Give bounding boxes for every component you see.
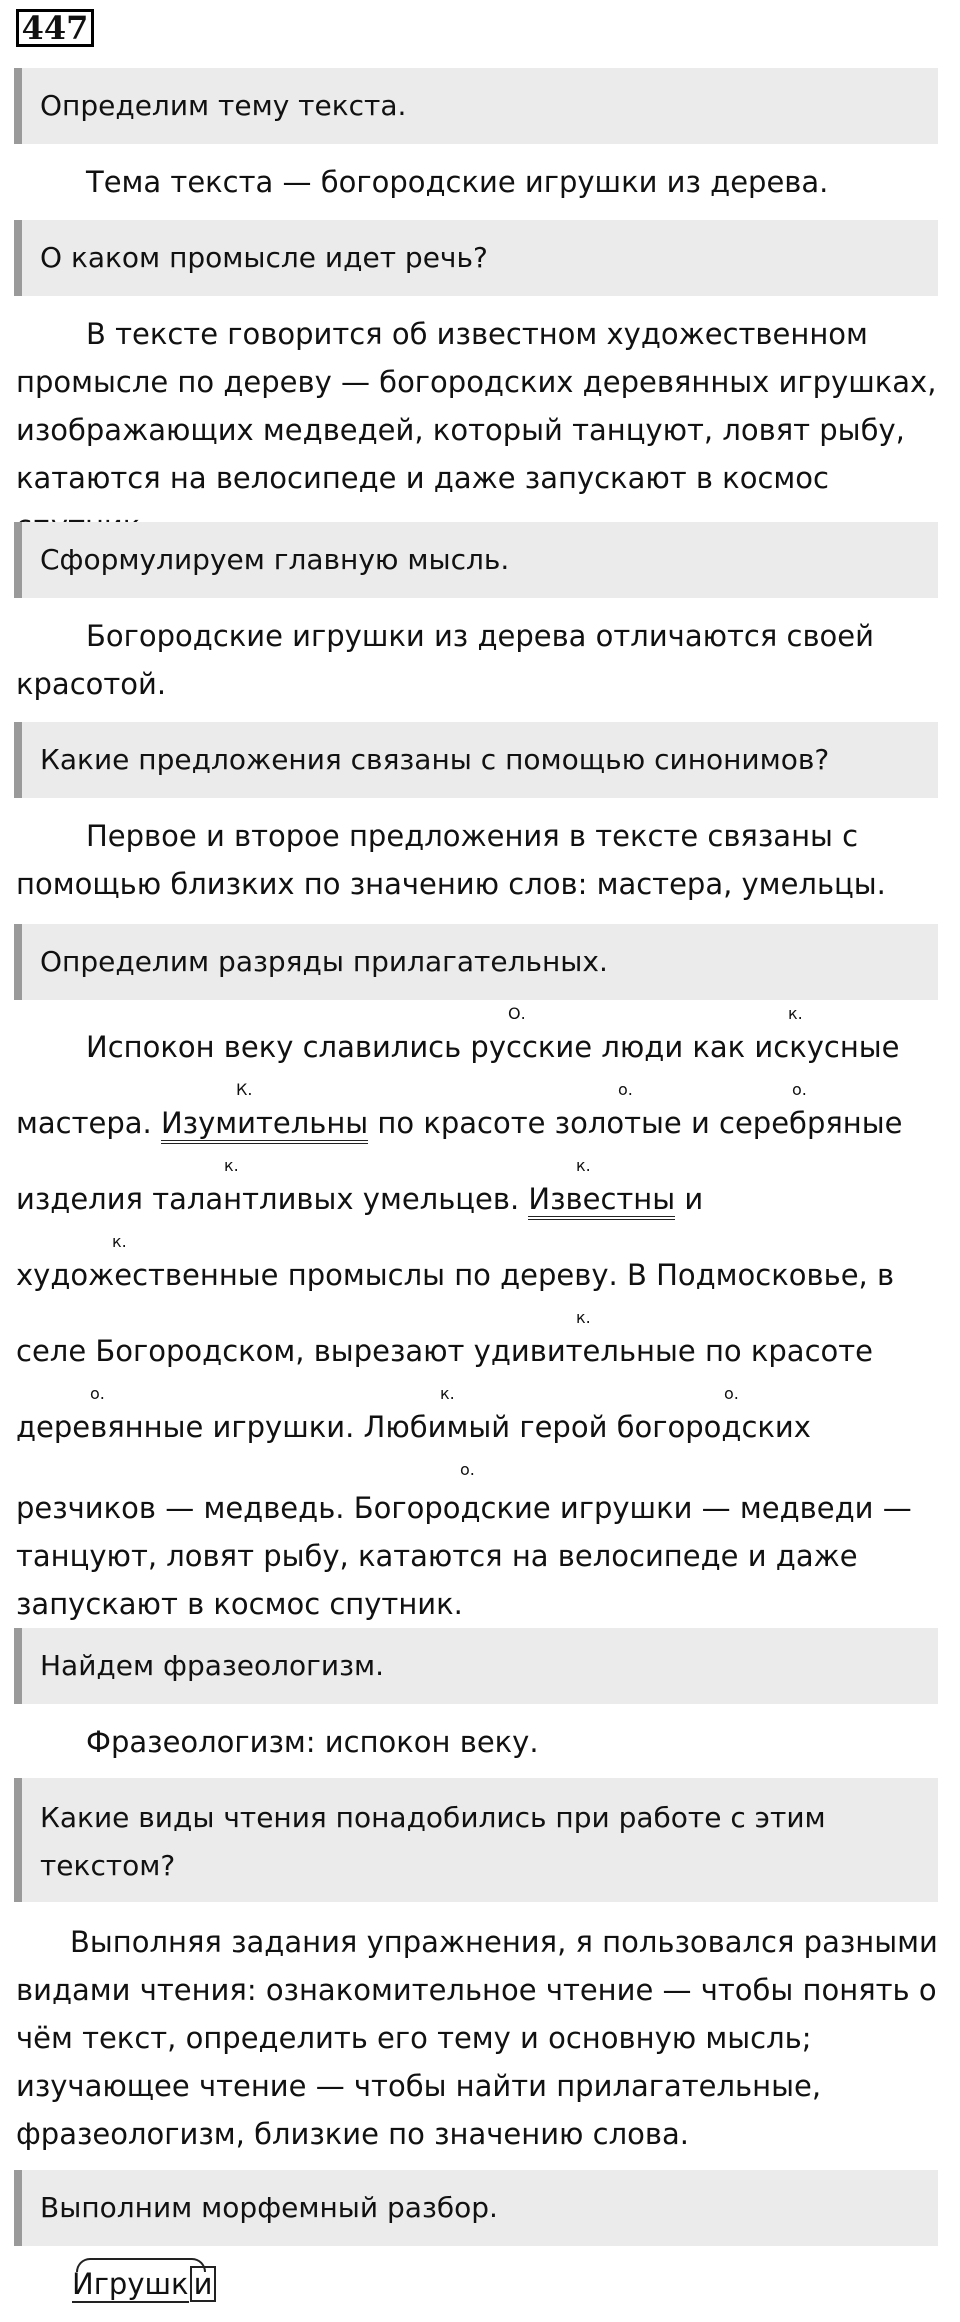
adjective-mark: к. [440,1384,455,1403]
adjective-mark: к. [576,1156,591,1175]
adjective-mark: к. [224,1156,239,1175]
morpheme-word [72,2264,216,2304]
adjective-mark: о. [792,1080,807,1099]
question-craft [14,220,938,296]
predicate-underline: Изумительны [161,1106,368,1144]
adjective-mark: к. [112,1232,127,1251]
adjective-mark: О. [508,1004,526,1023]
question-text: О каком промысле идет речь? [40,241,488,274]
exercise-number: 447 [16,9,94,47]
text-line: селе Богородском, вырезают удивительные по красоте [16,1334,873,1368]
question-text: Определим разряды прилагательных. [40,945,608,978]
question-text: Какие виды чтения понадобились при работе с этим текстом? [40,1801,826,1882]
answer-synonyms: Первое и второе предложения в тексте связаны с помощью близких по значению слов: мастера, умельцы. [16,819,886,901]
text-line: Испокон веку славились русские люди как искусные [86,1030,900,1064]
answer-main-idea: Богородские игрушки из дерева отличаются своей красотой. [16,619,874,701]
word-stem: Игрушк [72,2267,189,2301]
adjective-mark: к. [788,1004,803,1023]
adjective-mark: К. [236,1080,253,1099]
question-adjectives [14,924,938,1000]
text-line: деревянные игрушки. Любимый герой богородских [16,1410,811,1444]
question-text: Сформулируем главную мысль. [40,543,510,576]
answer-reading: Выполняя задания упражнения, я пользовался разными видами чтения: ознакомительное чтение — чтобы понять о чём текст, определить его тему и основную мысль; изучающее чтение — чтобы найти прилагательные, фразеологизм, близкие по значению слова. [16,1925,938,2151]
adjective-mark: к. [576,1308,591,1327]
root-arc [76,2258,206,2272]
adjective-mark: о. [460,1460,475,1479]
question-text: Какие предложения связаны с помощью синонимов? [40,743,830,776]
adjective-mark: о. [618,1080,633,1099]
question-reading [14,1778,938,1902]
question-text: Выполним морфемный разбор. [40,2191,498,2224]
question-synonyms [14,722,938,798]
text-line: мастера. Изумительны по красоте золотые и серебряные [16,1106,903,1140]
question-idiom [14,1628,938,1704]
question-topic [14,68,938,144]
text-line: изделия талантливых умельцев. Известны и [16,1182,703,1216]
question-text: Определим тему текста. [40,89,407,122]
answer-idiom: Фразеологизм: испокон веку. [86,1725,539,1759]
question-main-idea [14,522,938,598]
answer-craft: В тексте говорится об известном художественном промысле по дереву — богородских деревянных игрушках, изображающих медведей, который танцуют, ловят рыбу, катаются на велосипеде и даже запускают в космос [16,317,937,495]
adjective-mark: о. [724,1384,739,1403]
predicate-underline: Известны [528,1182,675,1220]
word-ending: и [190,2266,217,2302]
morpheme-analysis [72,2264,216,2304]
text-tail: резчиков — медведь. Богородские игрушки — медведи — танцуют, ловят рыбу, катаются на велосипеде и даже запускают в космос спутник. [16,1491,912,1621]
answer-topic: Тема текста — богородские игрушки из дерева. [86,165,829,199]
adjective-mark: о. [90,1384,105,1403]
question-text: Найдем фразеологизм. [40,1649,384,1682]
question-morphemes [14,2170,938,2246]
text-line: художественные промыслы по дереву. В Подмосковье, в [16,1258,895,1292]
